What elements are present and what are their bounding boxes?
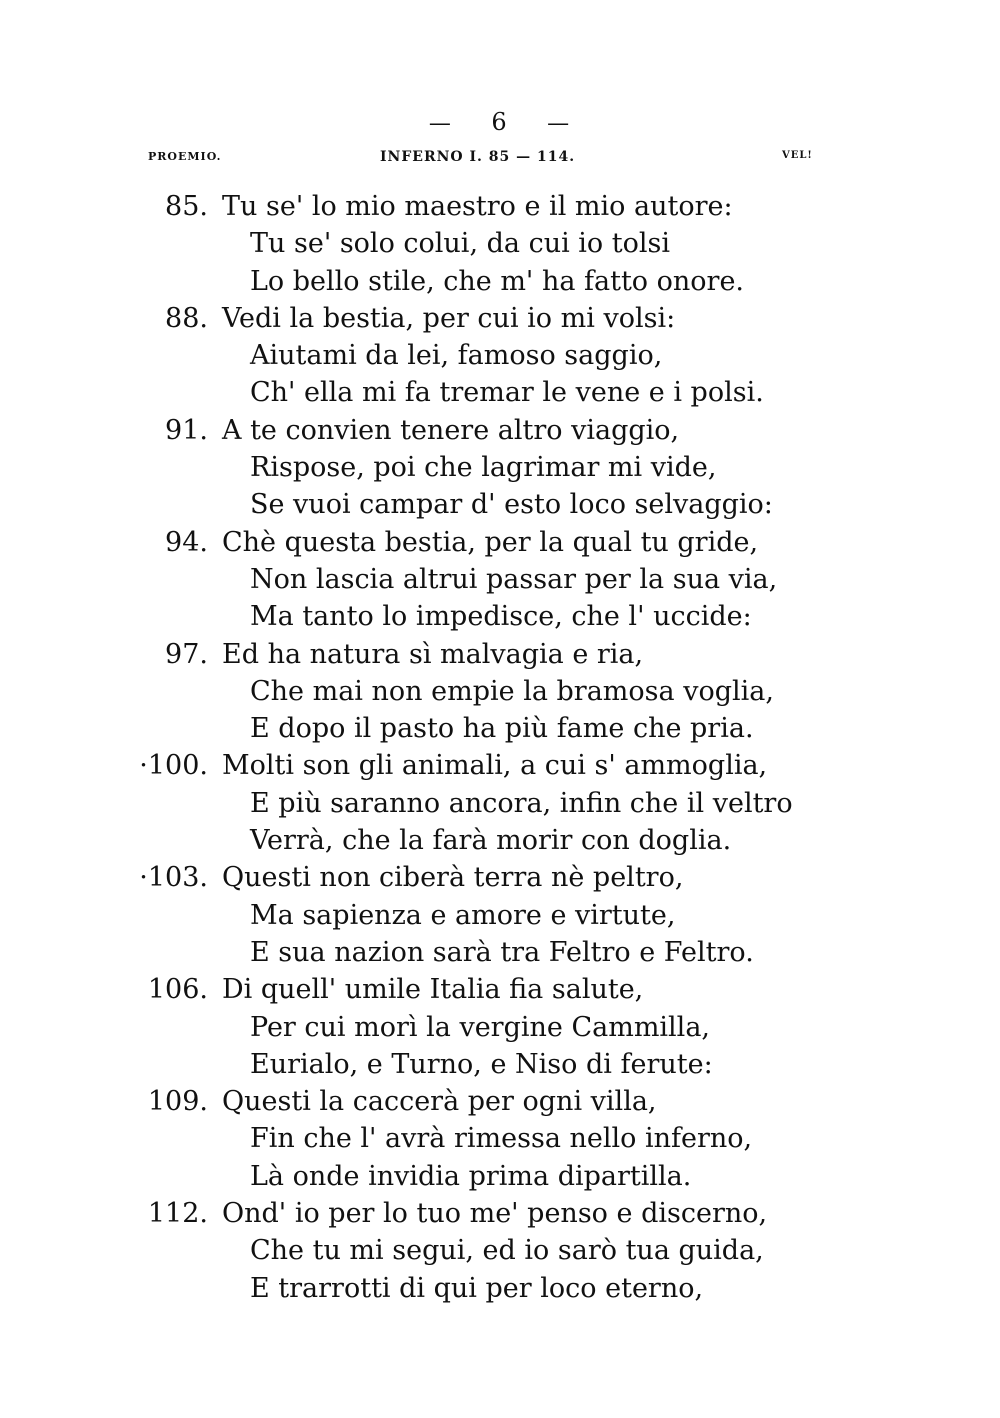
- verse-text: Rispose, poi che lagrimar mi vide,: [250, 452, 717, 484]
- verse-text: Ed ha natura sì malvagia e ria,: [222, 638, 644, 670]
- verse-text: Fin che l' avrà rimessa nello inferno,: [250, 1123, 753, 1155]
- verse-number: 94.: [165, 526, 208, 558]
- page-number-dash-right: —: [547, 111, 572, 136]
- verse-line: [0, 822, 1000, 859]
- running-head-title: INFERNO I. 85 — 114.: [380, 149, 576, 165]
- verse-text: Che tu mi segui, ed io sarò tua guida,: [250, 1235, 764, 1267]
- verse-text: Che mai non empie la bramosa voglia,: [250, 675, 774, 707]
- verse-text: Ond' io per lo tuo me' penso e discerno,: [222, 1198, 768, 1230]
- verse-line: [0, 1120, 1000, 1157]
- page-number-value: 6: [491, 108, 509, 136]
- verse-line: [0, 524, 1000, 561]
- verse-line: [0, 1270, 1000, 1307]
- verse-line: [0, 785, 1000, 822]
- verse-number: 88.: [165, 302, 208, 334]
- verse-line: [0, 1009, 1000, 1046]
- verse-text: E dopo il pasto ha più fame che pria.: [250, 713, 754, 745]
- verse-text: Lo bello stile, che m' ha fatto onore.: [250, 265, 745, 297]
- verse-line: [0, 337, 1000, 374]
- verse-text: E più saranno ancora, infin che il veltro: [250, 787, 793, 819]
- verse-text: Eurialo, e Turno, e Niso di ferute:: [250, 1048, 713, 1080]
- verse-number: 91.: [165, 414, 208, 446]
- verse-text: Molti son gli animali, a cui s' ammoglia,: [222, 750, 768, 782]
- verse-line: [0, 859, 1000, 896]
- verse-line: [0, 1083, 1000, 1120]
- verse-number: 97.: [165, 638, 208, 670]
- verse-text: Vedi la bestia, per cui io mi volsi:: [222, 302, 676, 334]
- verse-line: [0, 412, 1000, 449]
- verse-number: 85.: [165, 191, 208, 222]
- page-number: [0, 108, 1000, 136]
- verse-text: Di quell' umile Italia fia salute,: [222, 974, 644, 1006]
- verse-line: [0, 300, 1000, 337]
- verse-line: [0, 934, 1000, 971]
- verse-line: [0, 1232, 1000, 1269]
- running-head-right: VEL!: [782, 150, 813, 161]
- verse-text: A te convien tenere altro viaggio,: [222, 414, 680, 446]
- verse-list: [0, 188, 1000, 1307]
- verse-text: E sua nazion sarà tra Feltro e Feltro.: [250, 936, 754, 968]
- verse-line: [0, 1195, 1000, 1232]
- verse-text: Verrà, che la farà morir con doglia.: [250, 825, 732, 857]
- verse-text: Ma tanto lo impedisce, che l' uccide:: [250, 601, 752, 633]
- verse-number: ·103.: [139, 862, 208, 894]
- verse-line: [0, 1046, 1000, 1083]
- verse-text: Se vuoi campar d' esto loco selvaggio:: [250, 489, 773, 521]
- verse-line: [0, 673, 1000, 710]
- verse-line: [0, 636, 1000, 673]
- verse-line: [0, 263, 1000, 300]
- page-number-dash-left: —: [428, 111, 453, 136]
- verse-text: Là onde invidia prima dipartilla.: [250, 1160, 692, 1192]
- verse-line: [0, 710, 1000, 747]
- verse-line: [0, 971, 1000, 1008]
- verse-text: Ma sapienza e amore e virtute,: [250, 899, 676, 931]
- verse-text: Questi non ciberà terra nè peltro,: [222, 862, 684, 894]
- verse-text: Per cui morì la vergine Cammilla,: [250, 1011, 711, 1043]
- running-head: [0, 150, 1000, 170]
- running-head-section: PROEMIO.: [148, 150, 222, 163]
- verse-line: [0, 897, 1000, 934]
- verse-number: 106.: [147, 974, 208, 1006]
- verse-number: 109.: [147, 1086, 208, 1118]
- verse-text: Chè questa bestia, per la qual tu gride,: [222, 526, 759, 558]
- verse-text: Questi la caccerà per ogni villa,: [222, 1086, 657, 1118]
- verse-line: [0, 598, 1000, 635]
- verse-line: [0, 188, 1000, 225]
- verse-line: [0, 1158, 1000, 1195]
- verse-number: ·100.: [139, 750, 208, 782]
- verse-text: E trarrotti di qui per loco eterno,: [250, 1272, 704, 1304]
- verse-line: [0, 225, 1000, 262]
- verse-number: 112.: [147, 1198, 208, 1230]
- verse-text: Tu se' solo colui, da cui io tolsi: [250, 228, 671, 260]
- verse-text: Aiutami da lei, famoso saggio,: [250, 340, 663, 372]
- verse-line: [0, 486, 1000, 523]
- verse-text: Non lascia altrui passar per la sua via,: [250, 563, 778, 595]
- verse-line: [0, 561, 1000, 598]
- verse-line: [0, 449, 1000, 486]
- verse-text: Ch' ella mi fa tremar le vene e i polsi.: [250, 377, 764, 409]
- verse-line: [0, 747, 1000, 784]
- verse-text: Tu se' lo mio maestro e il mio autore:: [222, 191, 733, 222]
- verse-line: [0, 374, 1000, 411]
